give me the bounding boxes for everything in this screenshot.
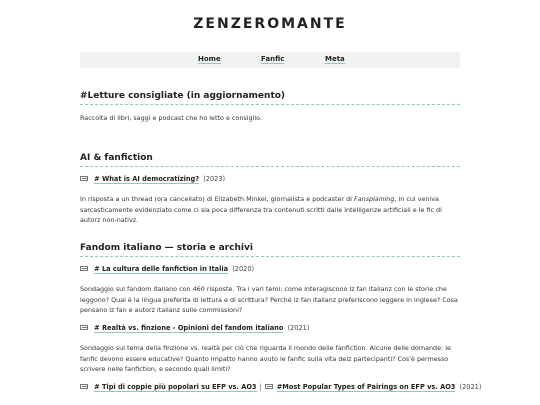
entry-year: (2021)	[287, 324, 310, 332]
document-icon	[80, 384, 88, 389]
page-title	[80, 91, 460, 105]
entry-description: Sondaggio sul tema della finzione vs. realtà per ciò che riguarda il mondo delle fanfiction. Alcune delle domande: le fanfic devono essere educative? Quanto impatto hanno avuto le fanfic sulla vita delz partecipanti? Cos'è permesso scrivere nelle fanfiction, e secondo quali limiti?	[80, 344, 451, 373]
entry-link[interactable]: # Tipi di coppie più popolari su EFP vs. AO3	[94, 383, 257, 391]
main-navigation	[80, 52, 460, 68]
entry-year: (2023)	[203, 175, 226, 183]
page-title-text: Letture consigliate (in aggiornamento)	[87, 91, 286, 101]
intro-text: Raccolta di libri, saggi e podcast che ho letto e consiglio.	[80, 114, 262, 122]
document-icon	[265, 384, 273, 389]
document-icon	[80, 325, 88, 330]
section-heading-fandom-italiano: Fandom italiano — storia e archivi	[80, 243, 460, 257]
entry-link[interactable]: # What is AI democratizing?	[94, 175, 200, 183]
entry-description: Sondaggio sul fandom italiano con 460 risposte. Tra i vari temi: come interagiscono lz fan italianz con le storie che leggono? Quai è la lingua preferita di lettura e di scrittura? Perché lz fan italianz preferiscono leggere in inglese? Cosa pensano lz fan e autorz italianz sulle commissioni?	[80, 285, 458, 314]
entry-year: (2021)	[459, 383, 482, 391]
section-heading-ai-fanfiction: AI & fanfiction	[80, 153, 460, 167]
document-icon	[80, 266, 88, 271]
nav-link-fanfic[interactable]: Fanfic	[261, 55, 285, 63]
link-separator: |	[259, 383, 262, 391]
document-icon	[80, 176, 88, 181]
entry-link-english[interactable]: #Most Popular Types of Pairings on EFP vs. AO3	[276, 383, 456, 391]
reading-entry	[80, 265, 460, 275]
nav-link-home[interactable]: Home	[198, 55, 221, 63]
site-title[interactable]: ZENZEROMANTE	[193, 16, 347, 32]
entry-link[interactable]: # La cultura delle fanfiction in Italia	[94, 265, 229, 273]
entry-link[interactable]: # Realtà vs. finzione - Opinioni del fandom italiano	[94, 324, 284, 332]
podcast-title: Fansplaining	[353, 195, 395, 203]
reading-entry	[80, 175, 460, 185]
reading-entry	[80, 383, 482, 393]
reading-entry	[80, 324, 460, 334]
nav-link-meta[interactable]: Meta	[325, 55, 345, 63]
entry-description: In risposta a un thread (ora cancellato) di Elizabeth Minkel, giornalista e podcaster di Fansplaining, in cui veniva sarcasticamente evidenziato come ci sia poca differenza tra contenuti scritti dalle intelligenze artificiali e le fic di autorz non-nativz.	[80, 195, 442, 224]
entry-year: (2020)	[232, 265, 255, 273]
heading-anchor-hash[interactable]: #	[80, 91, 88, 101]
